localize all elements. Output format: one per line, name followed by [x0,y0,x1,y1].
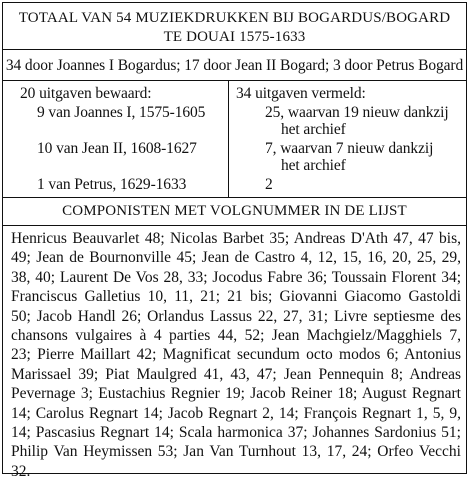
composers-line: 14; Carolus Regnart 14; Jacob Regnart 2, 14; François Regnart 1, 5, 9, [11,404,461,422]
mentioned-heading: 34 uitgaven vermeld: [236,85,366,102]
divider [3,80,466,81]
composers-line: chansons vulgaires à 4 parties 44, 52; Jean Machgielz/Magghiels 7, [11,327,461,345]
summary-row: 34 door Joannes I Bogardus; 17 door Jean II Bogard; 3 door Petrus Bogard [5,57,464,74]
composers-line: Marissael 39; Piat Maulgred 41, 43, 47; Jean Pennequin 8; Andreas [11,365,461,383]
preserved-item: 10 van Jean II, 1608-1627 [37,140,197,157]
composers-line: Pevernage 3; Eustachius Regnier 19; Jacob Reiner 18; August Regnart [11,385,461,403]
composers-line: 49; Jean de Bournonville 45; Jean de Castro 4, 12, 15, 16, 20, 25, 29, [11,249,461,267]
mentioned-item-continued: het archief [281,157,346,174]
table-title-line-2: TE DOUAI 1575-1633 [163,29,306,45]
composers-line: 38, 40; Laurent De Vos 28, 33; Jocodus Fabre 36; Toussain Florent 34; [11,268,461,286]
column-divider [228,80,229,197]
preserved-item: 9 van Joannes I, 1575-1605 [37,104,206,121]
composers-line: Philip Van Heymissen 53; Jan Van Turnhout 13, 17, 24; Orfeo Vecchi [11,443,461,461]
composers-line: Franciscus Galletius 10, 11, 21; 21 bis; Giovanni Giacomo Gastoldi [11,288,461,306]
divider [3,225,466,226]
preserved-item: 1 van Petrus, 1629-1633 [37,176,187,193]
table-title-line-1: TOTAAL VAN 54 MUZIEKDRUKKEN BIJ BOGARDUS/BOGARD [18,10,451,26]
mentioned-item: 2 [265,176,273,193]
mentioned-item: 7, waarvan 7 nieuw dankzij [265,140,434,157]
composers-line: Henricus Beauvarlet 48; Nicolas Barbet 35; Andreas D'Ath 47, 47 bis, [11,230,461,247]
mentioned-item: 25, waarvan 19 nieuw dankzij [265,104,449,121]
mentioned-item-continued: het archief [281,121,346,138]
composers-line: 14; Pascasius Regnart 14; Scala harmonica 37; Johannes Sardonius 51; [11,424,461,442]
divider [3,49,466,50]
composers-line: 50; Jacob Handl 26; Orlandus Lassus 22, 27, 31; Livre septiesme des [11,307,461,325]
composers-line: 23; Pierre Maillart 42; Magnificat secundum octo modos 6; Antonius [11,346,461,364]
preserved-heading: 20 uitgaven bewaard: [20,85,152,102]
composers-list [11,229,461,481]
composers-line: 32. [11,462,31,480]
bogardus-table [2,2,467,480]
divider [3,197,466,198]
composers-heading: COMPONISTEN MET VOLGNUMMER IN DE LIJST [62,203,407,219]
